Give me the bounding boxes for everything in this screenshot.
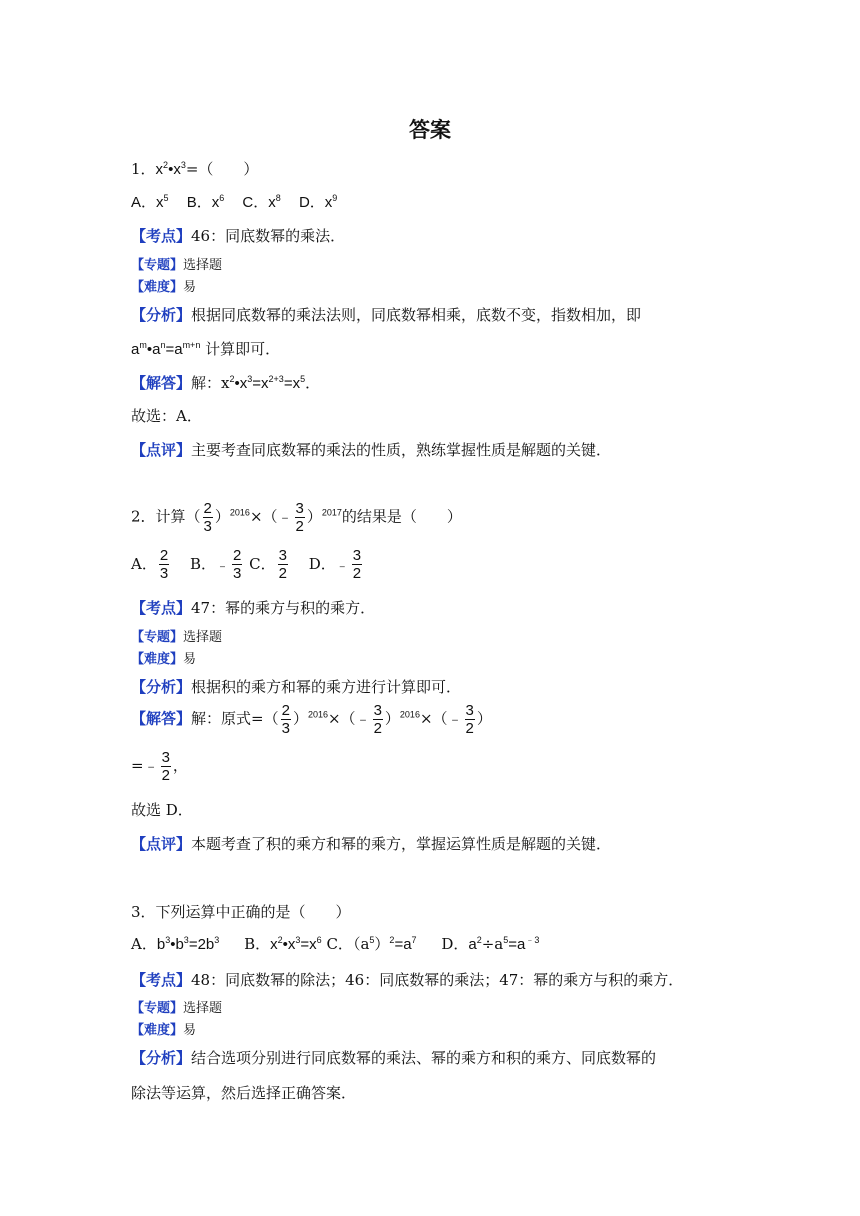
tag-kaodian: 【考点】 [131, 599, 192, 617]
q3-option-d: D．$a^2\div a^5=a^{﹣3}$ [441, 935, 540, 953]
tag-zhuanti: 【专题】 [131, 630, 184, 645]
q2-result: =﹣ $\frac{3}{2}$ ， [131, 749, 188, 784]
q1-nandu: 【难度】易 [131, 280, 197, 295]
q2-option-b: B．﹣ $\frac{2}{3}$ [189, 547, 242, 582]
q2-zhuanti: 【专题】选择题 [131, 630, 223, 645]
q3-kaodian: 【考点】48：同底数幂的除法；46：同底数幂的乘法；47：幂的乘方与积的乘方． [131, 971, 684, 989]
q3-fenxi-line1: 【分析】结合选项分别进行同底数幂的乘法、幂的乘方和积的乘方、同底数幂的 [131, 1049, 657, 1067]
q2-fenxi: 【分析】根据积的乘方和幂的乘方进行计算即可． [131, 678, 462, 696]
tag-nandu: 【难度】 [131, 1023, 184, 1038]
q2-kaodian: 【考点】47：幂的乘方与积的乘方． [131, 599, 376, 617]
q1-zhuanti: 【专题】选择题 [131, 258, 223, 273]
q3-option-a: A．$b^3•b^3=2b^3$ [131, 935, 220, 953]
q1-option-a: A．$x^5$ [131, 193, 169, 211]
q1-option-b: B．$x^6$ [186, 193, 225, 211]
page-title: 答案 [409, 118, 451, 142]
q1-option-d: D．$x^9$ [298, 193, 338, 211]
q2-option-c: C． $\frac{3}{2}$ [249, 547, 287, 582]
tag-nandu: 【难度】 [131, 652, 184, 667]
q1-fenxi-line1: 【分析】根据同底数幂的乘法法则，同底数幂相乘，底数不变，指数相加，即 [131, 306, 642, 324]
q2-stem: 2．计算（ $\frac{2}{3}$ ）$^{2016}$×（﹣ $\frac{3}{2}$ ）$^{2017}$的结果是（ ） [131, 500, 462, 535]
q3-option-c: C．$(a^5)^2=a^7$ [326, 935, 417, 953]
q2-nandu: 【难度】易 [131, 652, 197, 667]
tag-zhuanti: 【专题】 [131, 258, 184, 273]
tag-zhuanti: 【专题】 [131, 1001, 184, 1016]
q3-nandu: 【难度】易 [131, 1023, 197, 1038]
tag-fenxi: 【分析】 [131, 678, 192, 696]
q2-option-d: D．﹣ $\frac{3}{2}$ [308, 547, 362, 582]
q1-kaodian: 【考点】46：同底数幂的乘法． [131, 227, 346, 245]
tag-dianping: 【点评】 [131, 835, 192, 853]
q1-option-c: C．$x^8$ [242, 193, 281, 211]
tag-fenxi: 【分析】 [131, 306, 192, 324]
tag-kaodian: 【考点】 [131, 227, 192, 245]
q1-stem: 1．$x^2•x^3=$（ ） [131, 160, 259, 178]
q3-options [131, 933, 539, 954]
q1-guxuan: 故选：A． [131, 407, 202, 425]
tag-dianping: 【点评】 [131, 441, 192, 459]
q2-fraction-2: $\frac{3}{2}$ [295, 500, 304, 535]
q2-option-a: A． $\frac{2}{3}$ [131, 547, 169, 582]
q1-dianping: 【点评】主要考查同底数幂的乘法的性质，熟练掌握性质是解题的关键． [131, 441, 612, 459]
q1-options [131, 191, 337, 212]
q2-jieda: 【解答】解：原式=（ $\frac{2}{3}$ ）$^{2016}$×（﹣ $\frac{3}{2}$ ）$^{2016}$×（﹣ $\frac{3}{2}$ ） [131, 702, 492, 737]
tag-nandu: 【难度】 [131, 280, 184, 295]
q1-fenxi-line2: $a^m•a^n=a^{m+n}$ 计算即可． [131, 340, 281, 358]
q3-option-b: B．$x^2•x^3=x^6$ [244, 935, 322, 953]
tag-jieda: 【解答】 [131, 374, 192, 392]
q2-dianping: 【点评】本题考查了积的乘方和幂的乘方，掌握运算性质是解题的关键． [131, 835, 612, 853]
q3-fenxi-line2: 除法等运算，然后选择正确答案． [131, 1084, 357, 1102]
tag-kaodian: 【考点】 [131, 971, 192, 989]
q2-fraction-1: $\frac{2}{3}$ [203, 500, 212, 535]
q3-zhuanti: 【专题】选择题 [131, 1001, 223, 1016]
q3-stem: 3．下列运算中正确的是（ ） [131, 903, 351, 921]
q1-jieda: 【解答】解：$x^2•x^3=x^{2+3}=x^5$． [131, 374, 321, 392]
q2-guxuan: 故选 D． [131, 801, 193, 819]
q2-options [131, 547, 364, 582]
tag-jieda: 【解答】 [131, 709, 192, 728]
tag-fenxi: 【分析】 [131, 1049, 192, 1067]
